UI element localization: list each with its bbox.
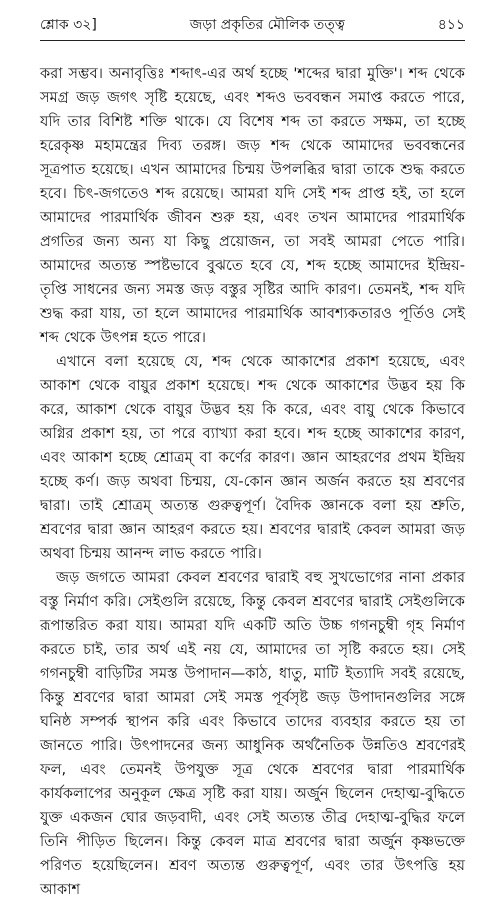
page-body: [40, 62, 465, 902]
paragraph-3: জড় জগতে আমরা কেবল শ্রবণের দ্বারাই বহু সুখভোগের নানা প্রকার বস্তু নির্মাণ করি। সেইগুলি রয়েছে, কিন্তু কেবল শ্রবণের দ্বারাই সেইগুলিকে রূপান্তরিত করা যায়। আমরা যদি একটি অতি উচ্চ গগনচুম্বী গৃহ নির্মাণ করতে চাই, তার অর্থ এই নয় যে, আমাদের তা সৃষ্টি করতে হয়। সেই গগনচুম্বী বাড়িটির সমস্ত উপাদান—কাঠ, ধাতু, মাটি ইত্যাদি সবই রয়েছে, কিন্তু শ্রবণের দ্বারা আমরা সেই সমস্ত পূর্বসৃষ্ট জড় উপাদানগুলির সঙ্গে ঘনিষ্ঠ সম্পর্ক স্থাপন করি এবং কিভাবে তাদের ব্যবহার করতে হয় তা জানতে পারি। উৎপাদনের জন্য আধুনিক অর্থনৈতিক উন্নতিও শ্রবণেরই ফল, এবং তেমনই উপযুক্ত সূত্র থেকে শ্রবণের দ্বারা পারমার্থিক কার্যকলাপের অনুকূল ক্ষেত্র সৃষ্টি করা যায়। অর্জুন ছিলেন দেহাত্ম-বুদ্ধিতে যুক্ত একজন ঘোর জড়বাদী, এবং সেই অত্যন্ত তীব্র দেহাত্ম-বুদ্ধির ফলে তিনি পীড়িত ছিলেন। কিন্তু কেবল মাত্র শ্রবণের দ্বারা অর্জুন কৃষ্ণভক্তে পরিণত হয়েছিলেন। শ্রবণ অত্যন্ত গুরুত্বপূর্ণ, এবং তার উৎপত্তি হয় আকাশ: [40, 569, 465, 898]
page-number: ৪১১: [437, 17, 465, 33]
paragraph-2: এখানে বলা হয়েছে যে, শব্দ থেকে আকাশের প্রকাশ হয়েছে, এবং আকাশ থেকে বায়ুর প্রকাশ হয়েছে। শব্দ থেকে আকাশের উদ্ভব হয় কি করে, আকাশ থেকে বায়ুর উদ্ভব হয় কি করে, এবং বায়ু থেকে কিভাবে অগ্নির প্রকাশ হয়, তা পরে ব্যাখ্যা করা হবে। শব্দ হচ্ছে আকাশের কারণ, এবং আকাশ হচ্ছে শ্রোত্রম্ বা কর্ণের কারণ। জ্ঞান আহরণের প্রথম ইন্দ্রিয় হচ্ছে কর্ণ। জড় অথবা চিন্ময়, যে-কোন জ্ঞান অর্জন করতে হয় শ্রবণের দ্বারা। তাই শ্রোত্রম্ অত্যন্ত গুরুত্বপূর্ণ। বৈদিক জ্ঞানকে বলা হয় শ্রুতি, শ্রবণের দ্বারা জ্ঞান আহরণ করতে হয়। শ্রবণের দ্বারাই কেবল আমরা জড় অথবা চিন্ময় আনন্দ লাভ করতে পারি।: [40, 353, 465, 562]
running-header: [40, 10, 465, 41]
verse-reference: শ্লোক ৩২]: [40, 17, 97, 33]
chapter-title: জড়া প্রকৃতির মৌলিক তত্ত্ব: [189, 17, 345, 33]
paragraph-1: করা সম্ভব। অনাবৃত্তিঃ শব্দাৎ-এর অর্থ হচ্ছে 'শব্দের দ্বারা মুক্তি'। শব্দ থেকে সমগ্র জড় জগৎ সৃষ্টি হয়েছে, এবং শব্দও ভববন্ধন সমাপ্ত করতে পারে, যদি তার বিশিষ্ট শক্তি থাকে। যে বিশেষ শব্দ তা করতে সক্ষম, তা হচ্ছে হরেকৃষ্ণ মহামন্ত্রের দিব্য তরঙ্গ। জড় শব্দ থেকে আমাদের ভববন্ধনের সূত্রপাত হয়েছে। এখন আমাদের চিন্ময় উপলব্ধির দ্বারা তাকে শুদ্ধ করতে হবে। চিৎ-জগতেও শব্দ রয়েছে। আমরা যদি সেই শব্দ প্রাপ্ত হই, তা হলে আমাদের পারমার্থিক জীবন শুরু হয়, এবং তখন আমাদের পারমার্থিক প্রগতির জন্য অন্য যা কিছু প্রয়োজন, তা সবই আমরা পেতে পারি। আমাদের অত্যন্ত স্পষ্টভাবে বুঝতে হবে যে, শব্দ হচ্ছে আমাদের ইন্দ্রিয়-তৃপ্তি সাধনের জন্য সমস্ত জড় বস্তুর সৃষ্টির আদি কারণ। তেমনই, শব্দ যদি শুদ্ধ করা যায়, তা হলে আমাদের পারমার্থিক আবশ্যকতারও পূর্তিও সেই শব্দ থেকে উৎপন্ন হতে পারে।: [40, 65, 465, 346]
